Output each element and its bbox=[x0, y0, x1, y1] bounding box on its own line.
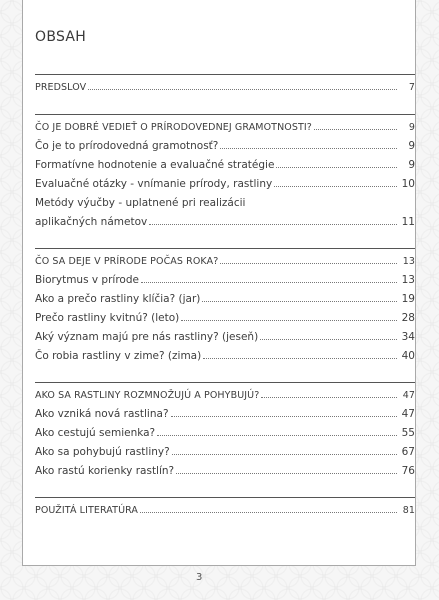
toc-entry-page: 10 bbox=[401, 178, 415, 190]
toc-entry-page: 28 bbox=[401, 312, 415, 324]
toc-entry-label: POUŽITÁ LITERATÚRA bbox=[35, 505, 139, 516]
toc-entry[interactable] bbox=[35, 405, 415, 424]
toc-entry[interactable] bbox=[35, 175, 415, 194]
toc-entry-page: 81 bbox=[402, 505, 415, 516]
toc-entry-page: 7 bbox=[408, 82, 415, 93]
toc-entry-label: aplikačných námetov bbox=[35, 216, 148, 228]
toc-entry[interactable] bbox=[35, 137, 415, 156]
toc-entry-label: Čo je to prírodovedná gramotnosť? bbox=[35, 140, 219, 152]
toc-entry-page: 11 bbox=[401, 216, 415, 228]
toc-entry-label: Ako vzniká nová rastlina? bbox=[35, 408, 169, 420]
dot-leader bbox=[276, 167, 397, 168]
page-title: OBSAH bbox=[35, 29, 87, 45]
dot-leader bbox=[157, 435, 397, 436]
toc-entry-page: 34 bbox=[401, 331, 415, 343]
toc-entry-page: 19 bbox=[401, 293, 415, 305]
toc-heading-label: ČO JE DOBRÉ VEDIEŤ O PRÍRODOVEDNEJ GRAMOTNOSTI? bbox=[35, 122, 312, 133]
table-of-contents bbox=[35, 74, 415, 520]
toc-heading-label: ČO SA DEJE V PRÍRODE POČAS ROKA? bbox=[35, 256, 219, 267]
dot-leader bbox=[140, 512, 397, 513]
dot-leader bbox=[172, 454, 397, 455]
toc-entry[interactable] bbox=[35, 271, 415, 290]
toc-entry[interactable] bbox=[35, 462, 415, 481]
toc-entry-page: 9 bbox=[408, 122, 415, 133]
toc-entry-label: Formatívne hodnotenie a evaluačné stratégie bbox=[35, 159, 275, 171]
toc-entry-label: PREDSLOV bbox=[35, 82, 87, 93]
toc-entry[interactable] bbox=[35, 443, 415, 462]
toc-section-2 bbox=[35, 248, 415, 366]
page-number: 3 bbox=[196, 572, 203, 583]
toc-entry-label: Ako rastú korienky rastlín? bbox=[35, 465, 175, 477]
dot-leader bbox=[149, 224, 397, 225]
dot-leader bbox=[274, 186, 397, 187]
dot-leader bbox=[181, 320, 397, 321]
book-page bbox=[22, 0, 416, 566]
toc-section-references bbox=[35, 497, 415, 520]
toc-entry-page: 47 bbox=[401, 408, 415, 420]
toc-entry-page: 13 bbox=[402, 256, 415, 267]
toc-entry-label: Metódy výučby - uplatnené pri realizácii bbox=[35, 197, 246, 209]
toc-section-1 bbox=[35, 114, 415, 232]
toc-entry-page: 9 bbox=[408, 140, 415, 152]
toc-entry-page: 47 bbox=[402, 390, 415, 401]
dot-leader bbox=[261, 397, 397, 398]
toc-entry-label: Ako cestujú semienka? bbox=[35, 427, 156, 439]
toc-entry-label: Aký význam majú pre nás rastliny? (jeseň) bbox=[35, 331, 259, 343]
toc-section-preface bbox=[35, 74, 415, 97]
toc-entry-page: 40 bbox=[401, 350, 415, 362]
toc-entry-label: Ako a prečo rastliny klíčia? (jar) bbox=[35, 293, 201, 305]
toc-entry-label: Čo robia rastliny v zime? (zima) bbox=[35, 350, 202, 362]
toc-heading-label: AKO SA RASTLINY ROZMNOŽUJÚ A POHYBUJÚ? bbox=[35, 390, 260, 401]
dot-leader bbox=[203, 358, 397, 359]
dot-leader bbox=[220, 148, 397, 149]
dot-leader bbox=[171, 416, 397, 417]
toc-entry-preface[interactable] bbox=[35, 78, 415, 97]
toc-section-3 bbox=[35, 382, 415, 481]
toc-entry-label: Ako sa pohybujú rastliny? bbox=[35, 446, 170, 458]
toc-entry[interactable] bbox=[35, 156, 415, 175]
toc-entry-line2[interactable] bbox=[35, 213, 415, 232]
dot-leader bbox=[88, 89, 397, 90]
dot-leader bbox=[202, 301, 397, 302]
toc-entry[interactable] bbox=[35, 328, 415, 347]
dot-leader bbox=[260, 339, 397, 340]
toc-entry-page: 67 bbox=[401, 446, 415, 458]
toc-entry-page: 13 bbox=[401, 274, 415, 286]
toc-heading-3[interactable] bbox=[35, 386, 415, 405]
toc-entry[interactable] bbox=[35, 424, 415, 443]
toc-entry-label: Evaluačné otázky - vnímanie prírody, rastliny bbox=[35, 178, 273, 190]
dot-leader bbox=[314, 129, 397, 130]
toc-entry-page: 9 bbox=[408, 159, 415, 171]
toc-entry-references[interactable] bbox=[35, 501, 415, 520]
toc-entry-label: Prečo rastliny kvitnú? (leto) bbox=[35, 312, 180, 324]
toc-entry-line1[interactable] bbox=[35, 194, 415, 213]
toc-entry-label: Biorytmus v prírode bbox=[35, 274, 139, 286]
toc-entry-page: 76 bbox=[401, 465, 415, 477]
toc-entry[interactable] bbox=[35, 347, 415, 366]
toc-entry-page: 55 bbox=[401, 427, 415, 439]
toc-entry[interactable] bbox=[35, 290, 415, 309]
dot-leader bbox=[220, 263, 397, 264]
dot-leader bbox=[141, 282, 397, 283]
toc-heading-1[interactable] bbox=[35, 118, 415, 137]
toc-heading-2[interactable] bbox=[35, 252, 415, 271]
toc-entry[interactable] bbox=[35, 309, 415, 328]
dot-leader bbox=[176, 473, 397, 474]
